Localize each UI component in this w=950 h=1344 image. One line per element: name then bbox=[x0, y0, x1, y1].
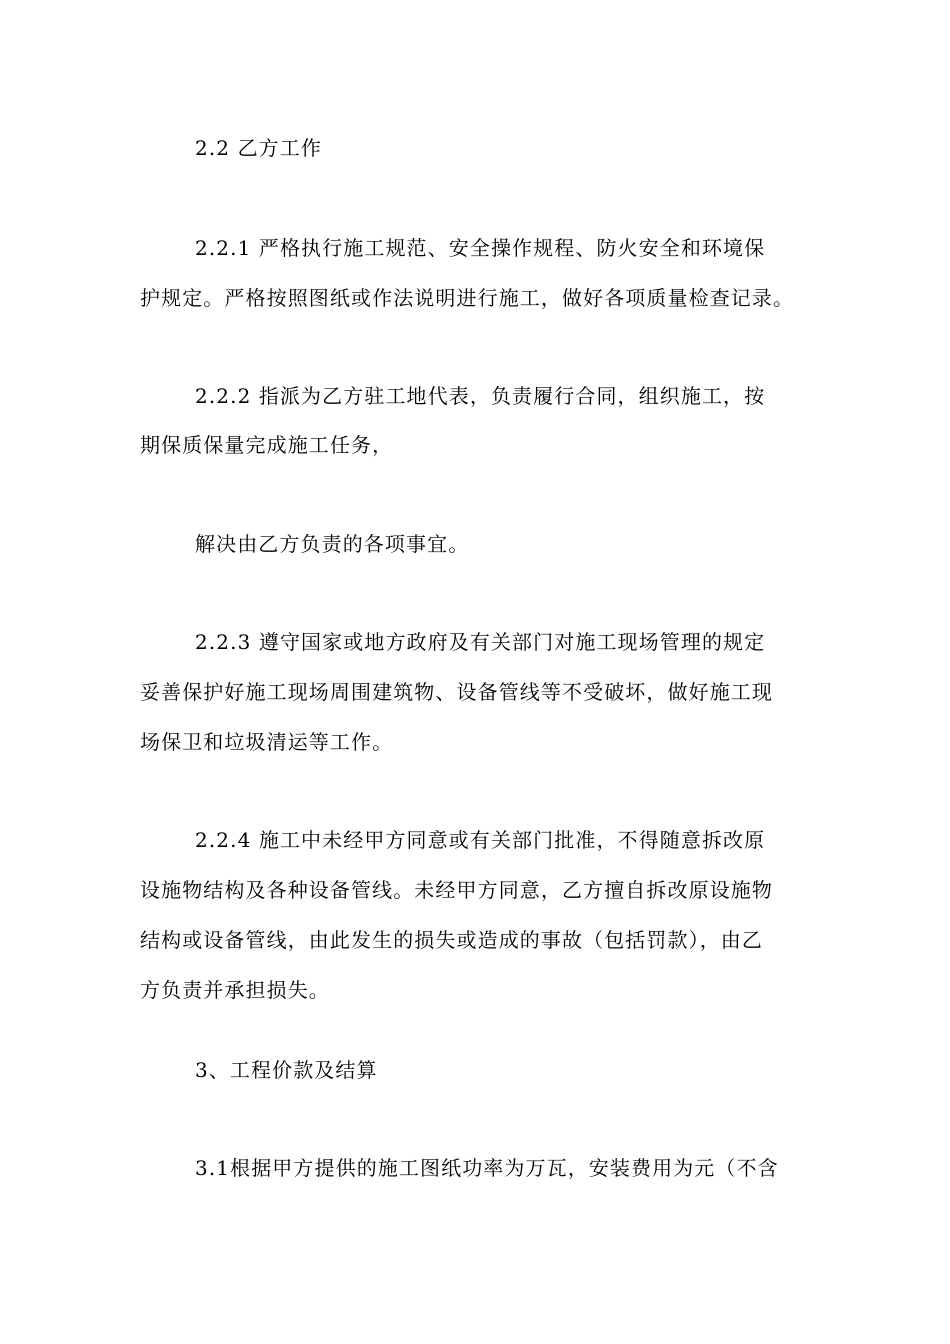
clause-2-2-1-line-2: 护规定。严格按照图纸或作法说明进行施工，做好各项质量检查记录。 bbox=[140, 286, 795, 310]
clause-2-2-1-line-1: 2.2.1 严格执行施工规范、安全操作规程、防火安全和环境保 bbox=[195, 236, 766, 260]
clause-2-2-3-line-3: 场保卫和垃圾清运等工作。 bbox=[140, 730, 394, 754]
paragraph-line: 解决由乙方负责的各项事宜。 bbox=[195, 532, 470, 556]
section-heading-2-2: 2.2 乙方工作 bbox=[195, 136, 322, 160]
clause-3-1-line-1: 3.1根据甲方提供的施工图纸功率为万瓦，安装费用为元（不含 bbox=[195, 1156, 779, 1180]
clause-2-2-3-line-1: 2.2.3 遵守国家或地方政府及有关部门对施工现场管理的规定 bbox=[195, 630, 766, 654]
clause-2-2-4-line-4: 方负责并承担损失。 bbox=[140, 978, 330, 1002]
clause-2-2-4-line-3: 结构或设备管线，由此发生的损失或造成的事故（包括罚款），由乙 bbox=[140, 928, 763, 952]
clause-2-2-4-line-2: 设施物结构及各种设备管线。未经甲方同意，乙方擅自拆改原设施物 bbox=[140, 878, 773, 902]
clause-2-2-2-line-2: 期保质保量完成施工任务， bbox=[140, 433, 394, 457]
clause-2-2-3-line-2: 妥善保护好施工现场周围建筑物、设备管线等不受破坏，做好施工现 bbox=[140, 680, 773, 704]
section-heading-3: 3、工程价款及结算 bbox=[195, 1058, 378, 1082]
clause-2-2-2-line-1: 2.2.2 指派为乙方驻工地代表，负责履行合同，组织施工，按 bbox=[195, 384, 766, 408]
clause-2-2-4-line-1: 2.2.4 施工中未经甲方同意或有关部门批准，不得随意拆改原 bbox=[195, 828, 766, 852]
